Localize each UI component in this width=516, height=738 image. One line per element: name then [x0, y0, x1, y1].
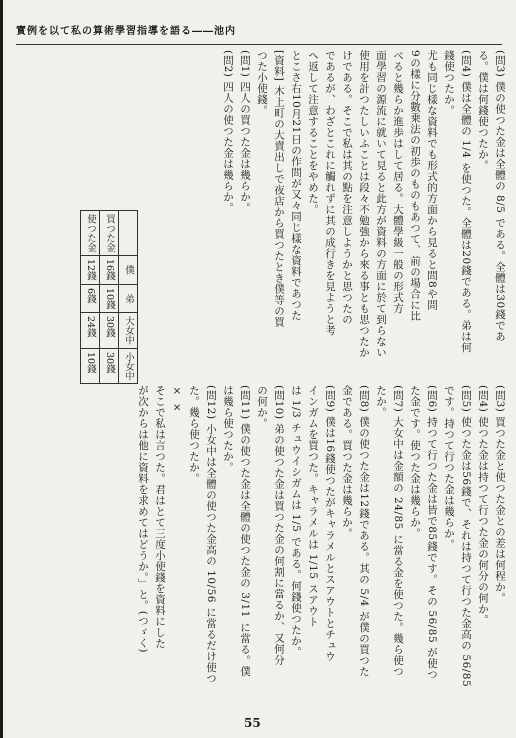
- table-header: 僕: [119, 256, 138, 285]
- table-cell: 24錢: [81, 313, 100, 349]
- text-line: (問8) 僕の使つた金は12錢である。其の 5/4 が僕の買つた: [358, 385, 370, 677]
- text-line: たか。: [375, 385, 387, 418]
- text-line: つた小使錢。: [256, 50, 268, 116]
- table-corner: [119, 211, 138, 256]
- table-row: [81, 211, 100, 384]
- table-cell: 10錢: [100, 284, 119, 313]
- table-cell: 16錢: [100, 256, 119, 285]
- table-cell: 6錢: [81, 284, 100, 313]
- text-line: × ×: [171, 385, 183, 414]
- scan-edge: [0, 0, 3, 738]
- header-rule: [16, 44, 502, 45]
- text-line: (問10) 弟の使つた金は買つた金の何割に當るか、又何分: [273, 385, 285, 666]
- text-line: 使用を計つたしいふことは段々不勉強から來る事とも思つたか: [358, 50, 370, 358]
- text-line: (問7) 大女中は金額の 24/85 に當る金を使つた。幾ら使つ: [392, 385, 404, 677]
- text-line: (問4) 使つた金は持つて行つた金の何分の何か。: [477, 385, 489, 626]
- data-table: [80, 210, 138, 384]
- text-line: (問2) 四人の使つた金は幾らか。: [222, 50, 234, 214]
- text-line: (問6) 持つて行つた金は皆で85錢です。その 56/85 が使つ: [426, 385, 438, 681]
- table-cell: 30錢: [100, 313, 119, 349]
- table-cell: 10錢: [81, 348, 100, 384]
- table-cell: 30錢: [100, 348, 119, 384]
- text-line: 9の樣に分數乗法の初歩のものもあつて、前の場合に比: [409, 50, 421, 322]
- text-line: 錢使つたか。: [443, 50, 455, 116]
- text-line: は 1/3 チュウイシガムは 1/5 である。何錢使つたか。: [290, 385, 302, 658]
- upper-text-column: [219, 50, 508, 380]
- text-line: が次からは他に資料を求めてはどうか。」と。(つゞく): [137, 385, 149, 653]
- text-line: インガムを買つた。キャラメルは 1/15 スアウト: [307, 385, 319, 628]
- table-header: 弟: [119, 284, 138, 313]
- text-line: けである。そこで私は其の點を注意しようかと思つたの: [341, 50, 353, 325]
- row-label: 買つた金: [100, 211, 119, 256]
- text-line: た金です。使つた金は幾らか。: [409, 385, 421, 539]
- table-cell: 12錢: [81, 256, 100, 285]
- text-line: (問9) 僕は16錢使つたがキャラメルとスアウトとチュウ: [324, 385, 336, 662]
- text-line: た。幾ら使つたか。: [188, 385, 200, 484]
- text-line: (問5) 使つた金は56錢で、それは持つて行つた金高の 56/85: [460, 385, 472, 688]
- text-line: (問12) 小女中は全體の使つた金高の 10/56 に當るだけ使つ: [205, 385, 217, 684]
- lower-text-column: [134, 385, 508, 705]
- text-line: 面學習の源流に就いて見ると此方が資料の方面に於て到らない: [375, 50, 387, 358]
- text-line: そこで私は言つた。君はとて三度小使錢を資料にした: [154, 385, 166, 649]
- text-line: (問3) 買つた金と使つた金との差は何程か。: [494, 385, 506, 604]
- text-line: であるが、わざとこれに觸れずに其の成行きを見ようと考: [324, 50, 336, 336]
- text-line: 尤も同じ樣な資料でも形式的方面から見ると問8や問: [426, 50, 438, 311]
- text-line: 金である。買つた金は幾らか。: [341, 385, 353, 539]
- text-line: へ返して注意することをやめた。: [307, 50, 319, 215]
- text-line: です。持つて行つた金は幾らか。: [443, 385, 455, 550]
- text-line: の何か。: [256, 385, 268, 429]
- text-line: べると幾らか進歩はして居る。大體學級一般の形式方: [392, 50, 404, 314]
- text-line: は幾ら使つたか。: [222, 385, 234, 473]
- allowance-table: [80, 210, 138, 384]
- text-line: [資料] 木上町の大賣出しで夜店から買つたとき僕等の買: [273, 50, 285, 328]
- table-header: 大女中: [119, 313, 138, 349]
- text-line: (問4) 僕は全體の 1/4 を使つた。全體は20錢である。弟は何: [460, 50, 472, 353]
- table-header: 小女中: [119, 348, 138, 384]
- page-number: 55: [244, 716, 261, 730]
- text-line: る。僕は何錢使つたか。: [477, 50, 489, 171]
- table-row: [100, 211, 119, 384]
- text-line: (問1) 四人の買つた金は幾らか。: [239, 50, 251, 214]
- row-label: 使つた金: [81, 211, 100, 256]
- text-line: (問11) 僕の使つた金は全體の使つた金の 3/11 に當る。僕: [239, 385, 251, 677]
- text-line: とこさ右10月21日の作問が又々同じ樣な資料であつた: [290, 50, 302, 321]
- running-header: 實例を以て私の算術學習指導を語る――池内: [16, 26, 236, 37]
- text-line: (問3) 僕の使つた金は全體の 8/5 である。全體は30錢であ: [494, 50, 506, 342]
